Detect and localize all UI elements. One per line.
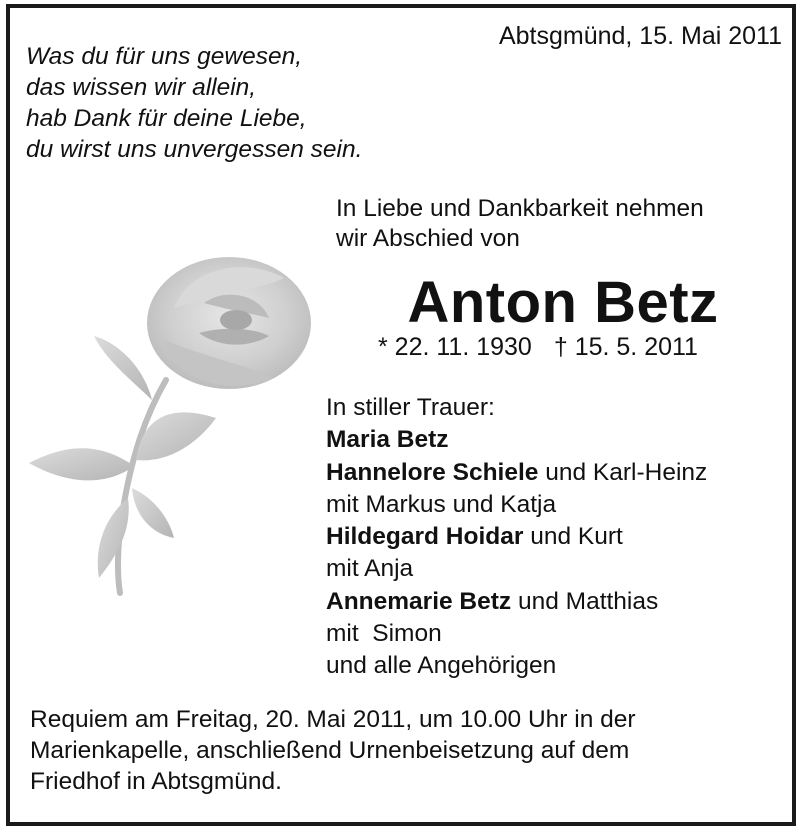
mourners-list	[326, 392, 707, 683]
poem-line: du wirst uns unvergessen sein.	[26, 136, 363, 163]
requiem-line: Friedhof in Abtsgmünd.	[30, 768, 282, 795]
mourner-partner: und Kurt	[523, 523, 623, 551]
poem-line: Was du für uns gewesen,	[26, 43, 303, 70]
poem-line: hab Dank für deine Liebe,	[26, 105, 307, 132]
poem-line: das wissen wir allein,	[26, 74, 257, 101]
deceased-name: Anton Betz	[407, 270, 719, 335]
mourner-name: Hildegard Hoidar	[326, 523, 524, 551]
mourner-name: Maria Betz	[326, 426, 449, 454]
mourner-partner: und Matthias	[511, 587, 659, 615]
requiem-notice	[30, 704, 636, 797]
mourner-line	[326, 521, 707, 553]
requiem-line: Requiem am Freitag, 20. Mai 2011, um 10.00 Uhr in der	[30, 706, 636, 733]
mourner-name: Annemarie Betz	[326, 587, 512, 615]
life-dates	[378, 331, 698, 363]
intro-text	[336, 194, 704, 254]
mourner-partner: und Karl-Heinz	[538, 458, 708, 486]
intro-line: wir Abschied von	[336, 225, 520, 252]
birth-date: * 22. 11. 1930	[378, 333, 532, 361]
mourner-line: mit Simon	[326, 620, 442, 648]
rose-bloom	[147, 257, 311, 389]
requiem-line: Marienkapelle, anschließend Urnenbeisetzung auf dem	[30, 737, 630, 764]
mourner-line	[326, 586, 707, 618]
mourner-name: Hannelore Schiele	[326, 458, 539, 486]
poem	[26, 41, 362, 165]
mourners-heading: In stiller Trauer:	[326, 394, 495, 421]
place-date: Abtsgmünd, 15. Mai 2011	[498, 22, 782, 50]
death-date: † 15. 5. 2011	[553, 333, 698, 361]
intro-line: In Liebe und Dankbarkeit nehmen	[336, 195, 704, 222]
rose-stem	[118, 380, 166, 593]
mourner-line: und alle Angehörigen	[326, 652, 557, 680]
mourner-line	[326, 424, 707, 456]
mourner-line: mit Anja	[326, 555, 414, 583]
mourner-line: mit Markus und Katja	[326, 490, 557, 518]
rose-icon	[24, 248, 320, 598]
mourner-line	[326, 457, 707, 489]
